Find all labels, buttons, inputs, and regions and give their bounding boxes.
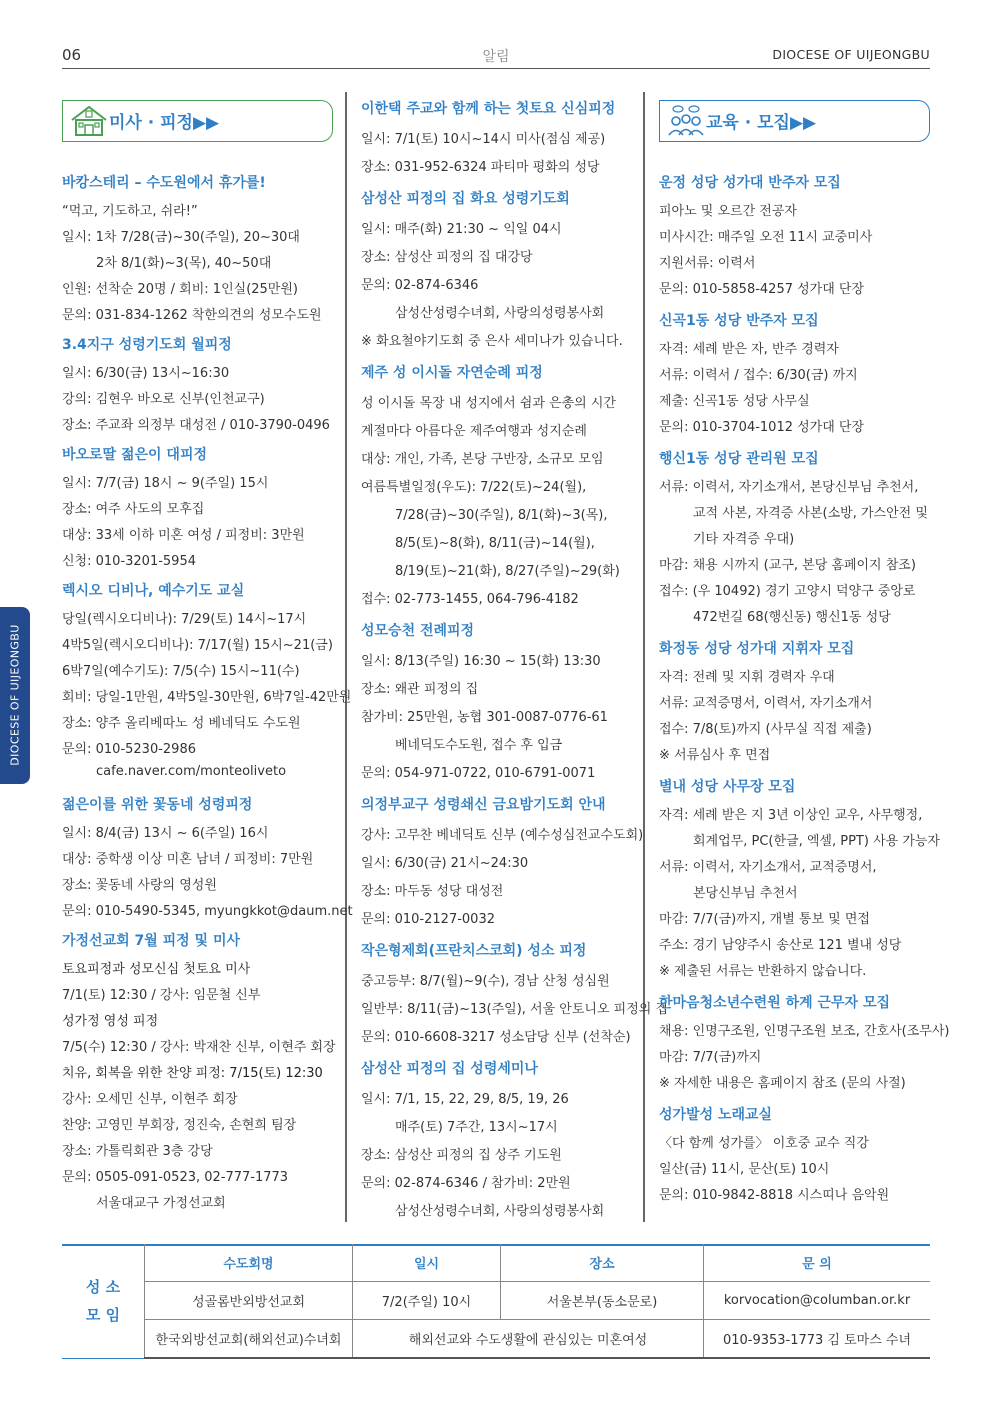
notice-line: 8/19(토)~21(화), 8/27(주일)~29(화) xyxy=(395,564,620,579)
notice-line: 장소: 꽃동네 사랑의 영성원 xyxy=(62,878,217,893)
notice-line: 제출: 신곡1동 성당 사무실 xyxy=(659,394,810,409)
notice-line: 472번길 68(행신동) 행신1동 성당 xyxy=(693,610,891,625)
notice-line: 참가비: 25만원, 농협 301-0087-0776-61 xyxy=(361,710,608,725)
table-cell: 서울본부(동소문로) xyxy=(501,1282,704,1320)
notice-line: 삼성산성령수녀회, 사랑의성령봉사회 xyxy=(395,306,605,321)
notice-line: 장소: 여주 사도의 모후집 xyxy=(62,502,205,517)
notice-line: 장소: 031-952-6324 파티마 평화의 성당 xyxy=(361,160,600,175)
page-header xyxy=(0,0,992,70)
notice-line: 토요피정과 성모신심 첫토요 미사 xyxy=(62,962,251,977)
notice-line: 일시: 7/1(토) 10시~14시 미사(점심 제공) xyxy=(361,132,606,147)
notice-line: 장소: 마두동 성당 대성전 xyxy=(361,884,504,899)
notice-line: 일반부: 8/11(금)~13(주일), 서울 안토니오 피정의 집 xyxy=(361,1002,669,1017)
notice-line: 일시: 7/1, 15, 22, 29, 8/5, 19, 26 xyxy=(361,1092,569,1107)
notice-line: 회비: 당일-1만원, 4박5일-30만원, 6박7일-42만원 xyxy=(62,690,352,705)
notice-heading: 바오로딸 젊은이 대피정 xyxy=(62,447,207,463)
notice-line: 7/1(토) 12:30 / 강사: 임문철 신부 xyxy=(62,988,261,1003)
table-header-cell: 문 의 xyxy=(704,1244,931,1282)
table-cell: 해외선교와 수도생활에 관심있는 미혼여성 xyxy=(353,1320,704,1359)
notice-heading: 삼성산 피정의 집 성령세미나 xyxy=(361,1061,538,1077)
table-row xyxy=(62,1320,930,1359)
notice-line: 서류: 이력서, 자기소개서, 교적증명서, xyxy=(659,860,877,875)
church-house-icon xyxy=(69,104,109,138)
notice-line: 4박5일(렉시오디비나): 7/17(월) 15시~21(금) xyxy=(62,638,333,653)
table-title xyxy=(62,1244,145,1358)
notice-heading: 젊은이를 위한 꽃동네 성령피정 xyxy=(62,797,253,813)
people-group-icon xyxy=(666,104,706,138)
notice-line: 장소: 양주 올리베따노 성 베네딕도 수도원 xyxy=(62,716,301,731)
notice-line: 문의: 02-874-6346 / 참가비: 2만원 xyxy=(361,1176,571,1191)
notice-line: 일시: 6/30(금) 21시~24:30 xyxy=(361,856,529,871)
notice-heading: 작은형제회(프란치스코회) 성소 피정 xyxy=(361,943,587,959)
notice-heading: 운정 성당 성가대 반주자 모집 xyxy=(659,175,841,191)
column-divider xyxy=(643,92,645,1222)
notice-line: 자격: 세례 받은 자, 반주 경력자 xyxy=(659,342,839,357)
notice-line: 성가정 영성 피정 xyxy=(62,1014,159,1029)
notice-heading: 렉시오 디비나, 예수기도 교실 xyxy=(62,583,245,599)
notice-line: 자격: 세례 받은 지 3년 이상인 교우, 사무행정, xyxy=(659,808,923,823)
notice-line: 삼성산성령수녀회, 사랑의성령봉사회 xyxy=(395,1204,605,1219)
notice-line: 매주(토) 7주간, 13시~17시 xyxy=(395,1120,558,1135)
notice-line: 피아노 및 오르간 전공자 xyxy=(659,204,797,219)
notice-line: 베네딕도수도원, 접수 후 입금 xyxy=(395,738,563,753)
notice-line: 장소: 주교좌 의정부 대성전 / 010-3790-0496 xyxy=(62,418,330,433)
notice-line: 일시: 매주(화) 21:30 ~ 익일 04시 xyxy=(361,222,562,237)
notice-line: 7/28(금)~30(주일), 8/1(화)~3(목), xyxy=(395,508,608,523)
header-rule xyxy=(62,68,930,69)
notice-line: 문의: 0505-091-0523, 02-777-1773 xyxy=(62,1170,289,1185)
notice-line: 당일(렉시오디비나): 7/29(토) 14시~17시 xyxy=(62,612,307,627)
notice-line: 접수: 02-773-1455, 064-796-4182 xyxy=(361,592,579,607)
notice-heading: 이한택 주교와 함께 하는 첫토요 신심피정 xyxy=(361,101,616,117)
notice-line: 자격: 전례 및 지휘 경력자 우대 xyxy=(659,670,835,685)
table-title-line-2: 모 임 xyxy=(85,1305,121,1324)
notice-line: 신청: 010-3201-5954 xyxy=(62,554,196,569)
notice-line: 일시: 6/30(금) 13시~16:30 xyxy=(62,366,230,381)
notice-line: 기타 자격증 우대) xyxy=(693,532,795,547)
notice-line: 문의: 02-874-6346 xyxy=(361,278,479,293)
notice-line: 문의: 010-2127-0032 xyxy=(361,912,495,927)
notice-line: “먹고, 기도하고, 쉬라!” xyxy=(62,204,198,219)
section-title-education: 교육 · 모집▶▶ xyxy=(706,113,817,133)
notice-line: 서울대교구 가정선교회 xyxy=(96,1196,226,1211)
notice-line: 일시: 7/7(금) 18시 ~ 9(주일) 15시 xyxy=(62,476,269,491)
notice-line: 문의: 054-971-0722, 010-6791-0071 xyxy=(361,766,596,781)
notice-line: 마감: 7/7(금)까지 xyxy=(659,1050,762,1065)
notice-heading: 삼성산 피정의 집 화요 성령기도회 xyxy=(361,191,570,207)
notice-line: 서류: 이력서, 자기소개서, 본당신부님 추천서, xyxy=(659,480,919,495)
notice-line: 대상: 중학생 이상 미혼 남녀 / 피정비: 7만원 xyxy=(62,852,314,867)
notice-line: 장소: 왜관 피정의 집 xyxy=(361,682,479,697)
notice-heading: 의정부교구 성령쇄신 금요밤기도회 안내 xyxy=(361,797,606,813)
table-header-cell: 수도회명 xyxy=(145,1244,353,1282)
notice-heading: 바캉스테리 – 수도원에서 휴가를! xyxy=(62,175,266,191)
notice-line: 마감: 채용 시까지 (교구, 본당 홈페이지 참조) xyxy=(659,558,916,573)
page-number: 06 xyxy=(62,46,82,64)
notice-line: ※ 화요철야기도회 중 은사 세미나가 있습니다. xyxy=(361,334,623,349)
section-title-mass: 미사 · 피정▶▶ xyxy=(109,113,220,133)
notice-line: 대상: 33세 이하 미혼 여성 / 피정비: 3만원 xyxy=(62,528,305,543)
notice-heading: 화정동 성당 성가대 지휘자 모집 xyxy=(659,641,855,657)
notice-line: 계절마다 아름다운 제주여행과 성지순례 xyxy=(361,424,587,439)
notice-heading: 3.4지구 성령기도회 월피정 xyxy=(62,337,232,353)
notice-line: 성 이시돌 목장 내 성지에서 쉼과 은총의 시간 xyxy=(361,396,616,411)
side-tab xyxy=(0,607,30,784)
vocation-table xyxy=(62,1244,930,1359)
notice-line: 문의: 010-5858-4257 성가대 단장 xyxy=(659,282,865,297)
notice-line: 본당신부님 추천서 xyxy=(693,886,798,901)
notice-line: 일시: 8/13(주일) 16:30 ~ 15(화) 13:30 xyxy=(361,654,601,669)
table-row xyxy=(62,1282,930,1320)
notice-line: 강의: 김현우 바오로 신부(인천교구) xyxy=(62,392,265,407)
notice-heading: 신곡1동 성당 반주자 모집 xyxy=(659,313,819,329)
notice-line: 일시: 8/4(금) 13시 ~ 6(주일) 16시 xyxy=(62,826,269,841)
notice-line: 문의: 010-5230-2986 xyxy=(62,742,196,757)
table-title-line-1: 성 소 xyxy=(85,1277,121,1296)
notice-line: 문의: 010-5490-5345, myungkkot@daum.net xyxy=(62,904,353,919)
notice-line: ※ 서류심사 후 면접 xyxy=(659,748,771,763)
notice-line: 문의: 010-3704-1012 성가대 단장 xyxy=(659,420,865,435)
notice-heading: 행신1동 성당 관리원 모집 xyxy=(659,451,819,467)
side-tab-label: DIOCESE OF UIJEONGBU xyxy=(8,624,22,766)
section-banner-education xyxy=(659,100,930,142)
notice-heading: 가정선교회 7월 피정 및 미사 xyxy=(62,933,241,949)
notice-line: 회계업무, PC(한글, 엑셀, PPT) 사용 가능자 xyxy=(693,834,940,849)
notice-line: 8/5(토)~8(화), 8/11(금)~14(월), xyxy=(395,536,595,551)
notice-line: ※ 제출된 서류는 반환하지 않습니다. xyxy=(659,964,867,979)
notice-line: 장소: 삼성산 피정의 집 상주 기도원 xyxy=(361,1148,562,1163)
notice-heading: 성가발성 노래교실 xyxy=(659,1107,773,1123)
section-name: 알림 xyxy=(482,49,510,65)
table-header-row xyxy=(62,1244,930,1282)
notice-line: 서류: 교적증명서, 이력서, 자기소개서 xyxy=(659,696,873,711)
notice-line: 찬양: 고영민 부회장, 정진숙, 손현희 팀장 xyxy=(62,1118,297,1133)
table-cell: 성골롬반외방선교회 xyxy=(145,1282,353,1320)
notice-line: ※ 자세한 내용은 홈페이지 참조 (문의 사절) xyxy=(659,1076,906,1091)
notice-line: 문의: 010-6608-3217 성소담당 신부 (선착순) xyxy=(361,1030,631,1045)
table-cell: 7/2(주일) 10시 xyxy=(353,1282,501,1320)
notice-line: cafe.naver.com/monteoliveto xyxy=(96,764,287,779)
notice-line: 강사: 오세민 신부, 이현주 회장 xyxy=(62,1092,238,1107)
notice-line: 문의: 010-9842-8818 시스띠나 음악원 xyxy=(659,1188,890,1203)
notice-line: 장소: 가톨릭회관 3층 강당 xyxy=(62,1144,213,1159)
table-header-cell: 일시 xyxy=(353,1244,501,1282)
section-banner-mass xyxy=(62,100,333,142)
column-divider xyxy=(345,92,347,1222)
notice-line: 문의: 031-834-1262 착한의견의 성모수도원 xyxy=(62,308,322,323)
table-cell: 한국외방선교회(해외선교)수녀회 xyxy=(145,1320,353,1359)
notice-line: 서류: 이력서 / 접수: 6/30(금) 까지 xyxy=(659,368,858,383)
notice-line: 장소: 삼성산 피정의 집 대강당 xyxy=(361,250,533,265)
notice-line: 7/5(수) 12:30 / 강사: 박재찬 신부, 이현주 회장 xyxy=(62,1040,336,1055)
table-header-cell: 장소 xyxy=(501,1244,704,1282)
notice-heading: 성모승천 전례피정 xyxy=(361,623,475,639)
notice-line: 중고등부: 8/7(월)~9(수), 경남 산청 성심원 xyxy=(361,974,610,989)
notice-line: 대상: 개인, 가족, 본당 구반장, 소규모 모임 xyxy=(361,452,604,467)
table-cell: 010-9353-1773 김 토마스 수녀 xyxy=(704,1320,931,1359)
notice-line: 치유, 회복을 위한 찬양 피정: 7/15(토) 12:30 xyxy=(62,1066,323,1081)
notice-line: 접수: (우 10492) 경기 고양시 덕양구 중앙로 xyxy=(659,584,916,599)
notice-line: 〈다 함께 성가를〉 이호중 교수 직강 xyxy=(659,1136,869,1151)
notice-line: 지원서류: 이력서 xyxy=(659,256,756,271)
notice-line: 여름특별일정(우도): 7/22(토)~24(월), xyxy=(361,480,587,495)
notice-heading: 제주 성 이시돌 자연순례 피정 xyxy=(361,365,543,381)
notice-line: 2차 8/1(화)~3(목), 40~50대 xyxy=(96,256,272,271)
notice-line: 주소: 경기 남양주시 송산로 121 별내 성당 xyxy=(659,938,902,953)
notice-heading: 한마음청소년수련원 하계 근무자 모집 xyxy=(659,995,891,1011)
notice-line: 교적 사본, 자격증 사본(소방, 가스안전 및 xyxy=(693,506,928,521)
notice-line: 접수: 7/8(토)까지 (사무실 직접 제출) xyxy=(659,722,872,737)
notice-line: 마감: 7/7(금)까지, 개별 통보 및 면접 xyxy=(659,912,870,927)
notice-line: 일시: 1차 7/28(금)~30(주일), 20~30대 xyxy=(62,230,300,245)
notice-line: 미사시간: 매주일 오전 11시 교중미사 xyxy=(659,230,873,245)
notice-line: 6박7일(예수기도): 7/5(수) 15시~11(수) xyxy=(62,664,300,679)
table-cell-email: korvocation@columban.or.kr xyxy=(704,1282,931,1320)
notice-line: 강사: 고무찬 베네딕토 신부 (예수성심전교수도회) xyxy=(361,828,644,843)
notice-line: 채용: 인명구조원, 인명구조원 보조, 간호사(조무사) xyxy=(659,1024,950,1039)
notice-line: 인원: 선착순 20명 / 회비: 1인실(25만원) xyxy=(62,282,298,297)
notice-line: 일산(금) 11시, 문산(토) 10시 xyxy=(659,1162,830,1177)
notice-heading: 별내 성당 사무장 모집 xyxy=(659,779,796,795)
diocese-name: DIOCESE OF UIJEONGBU xyxy=(772,47,930,62)
